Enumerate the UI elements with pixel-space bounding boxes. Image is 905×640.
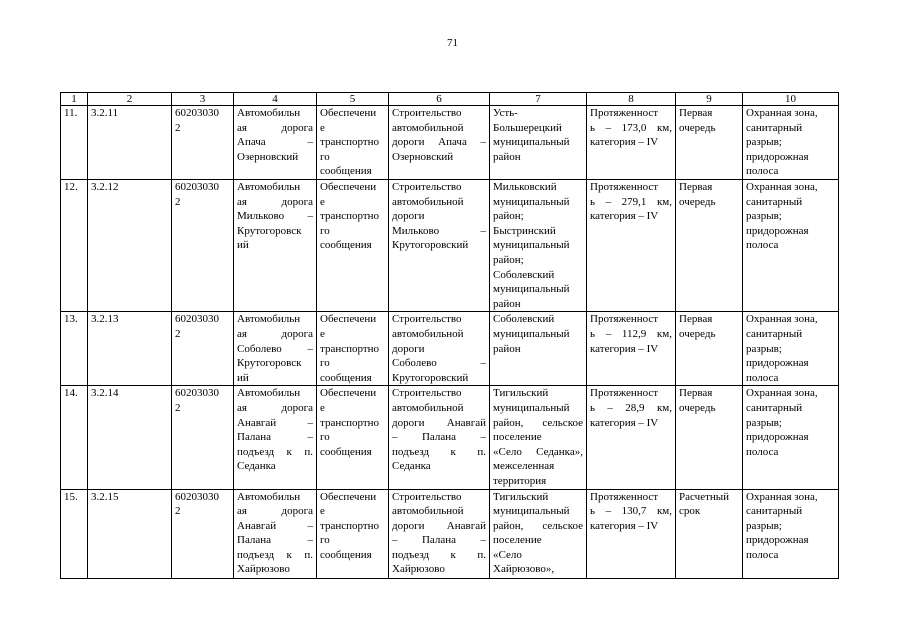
table-row [61,386,839,489]
cell-line: придорожная [746,224,809,237]
location-cell [490,312,587,386]
cell-line: Автомобильн [237,313,301,326]
characteristics-cell [587,180,676,312]
action-cell [389,106,490,180]
object-cell [234,106,317,180]
code-cell: 3.2.15 [88,489,172,578]
cell-line: ая дорога [237,327,313,340]
column-number: 2 [88,93,172,106]
cell-line: муниципальный [493,283,570,296]
cell-line: срок [679,505,701,518]
cell-line: район, сельское [493,416,583,429]
cell-line: Строительство [392,490,462,503]
cell-line: ий [237,239,249,252]
characteristics-cell [587,312,676,386]
cell-line: Обеспечени [320,490,377,503]
roads-table [60,92,839,579]
cell-line: 2 [175,327,181,340]
cell-line: транспортно [320,342,380,355]
row-number-cell: 11. [61,106,88,180]
column-number: 9 [676,93,743,106]
cell-line: Первая [679,387,713,400]
cell-line: ая дорога [237,121,313,134]
cell-line: сообщения [320,371,372,384]
column-number: 7 [490,93,587,106]
zones-cell [743,180,839,312]
cell-line: 2 [175,195,181,208]
cell-line: Большерецкий [493,121,562,134]
cell-line: Седанка [237,460,276,473]
id-cell [172,489,234,578]
cell-line: транспортно [320,519,380,532]
cell-line: муниципальный [493,239,570,252]
cell-line: категория – IV [590,210,659,223]
cell-line: – Палана – [392,534,486,547]
cell-line: го [320,357,330,370]
cell-line: Первая [679,107,713,119]
cell-line: автомобильной [392,505,464,518]
cell-line: Автомобильн [237,181,301,193]
queue-cell [676,312,743,386]
cell-line: муниципальный [493,195,570,208]
cell-line: Крутогоровский [392,239,469,252]
cell-line: транспортно [320,136,380,149]
cell-line: очередь [679,401,716,414]
cell-line: полоса [746,239,779,252]
cell-line: ь – 279,1 км, [590,195,672,208]
cell-line: Палана – [237,431,313,444]
cell-line: Первая [679,181,713,193]
cell-line: 60203030 [175,387,219,400]
cell-line: Протяженност [590,490,659,503]
code-cell: 3.2.14 [88,386,172,489]
cell-line: Анавгай – [237,519,313,532]
code-cell: 3.2.11 [88,106,172,180]
cell-line: Крутогоровск [237,224,302,237]
cell-line: ая дорога [237,505,313,518]
cell-line: разрыв; [746,519,782,532]
table-row [61,180,839,312]
cell-line: 60203030 [175,181,219,193]
cell-line: ь – 28,9 км, [590,401,672,414]
action-cell [389,386,490,489]
cell-line: Соболевский [493,268,555,281]
cell-line: 2 [175,401,181,414]
cell-line: категория – IV [590,342,659,355]
cell-line: район, сельское [493,519,583,532]
cell-line: район; [493,253,524,266]
cell-line: Обеспечени [320,107,377,119]
queue-cell [676,180,743,312]
purpose-cell [317,386,389,489]
table-row [61,106,839,180]
zones-cell [743,312,839,386]
cell-line: 2 [175,505,181,518]
code-cell: 3.2.12 [88,180,172,312]
cell-line: сообщения [320,445,372,458]
cell-line: автомобильной [392,121,464,134]
cell-line: дороги Апача – [392,136,486,149]
table-body [61,93,839,579]
cell-line: ь – 112,9 км, [590,327,672,340]
zones-cell [743,106,839,180]
cell-line: е [320,121,325,134]
cell-line: Обеспечени [320,387,377,400]
cell-line: 60203030 [175,490,219,503]
cell-line: Усть- [493,107,518,119]
cell-line: дороги Анавгай [392,416,486,429]
cell-line: район [493,297,521,310]
cell-line: подъезд к п. [237,548,313,561]
cell-line: категория – IV [590,136,659,149]
cell-line: 2 [175,121,181,134]
cell-line: категория – IV [590,416,659,429]
characteristics-cell [587,386,676,489]
cell-line: Анавгай – [237,416,313,429]
location-cell [490,489,587,578]
object-cell [234,180,317,312]
cell-line: район; [493,210,524,223]
cell-line: 60203030 [175,107,219,119]
cell-line: подъезд к п. [392,548,486,561]
cell-line: транспортно [320,210,380,223]
object-cell [234,312,317,386]
cell-line: ь – 173,0 км, [590,121,672,134]
cell-line: санитарный [746,505,803,518]
cell-line: Соболево – [237,342,313,355]
cell-line: «Село Седанка», [493,445,583,458]
id-cell [172,312,234,386]
cell-line: Охранная зона, [746,181,818,193]
cell-line: разрыв; [746,416,782,429]
cell-line: Хайрюзово [237,563,290,576]
cell-line: муниципальный [493,327,570,340]
cell-line: Мильково – [237,210,313,223]
cell-line: придорожная [746,431,809,444]
cell-line: Протяженност [590,107,659,119]
cell-line: дороги [392,342,425,355]
cell-line: сообщения [320,548,372,561]
queue-cell [676,106,743,180]
cell-line: 60203030 [175,313,219,326]
column-number: 1 [61,93,88,106]
column-number: 6 [389,93,490,106]
cell-line: муниципальный [493,401,570,414]
cell-line: Протяженност [590,313,659,326]
cell-line: Седанка [392,460,431,473]
cell-line: Строительство [392,313,462,326]
cell-line: ий [237,371,249,384]
cell-line: Автомобильн [237,107,301,119]
cell-line: го [320,224,330,237]
cell-line: полоса [746,165,779,178]
cell-line: подъезд к п. [237,445,313,458]
cell-line: территория [493,474,547,487]
cell-line: сообщения [320,239,372,252]
cell-line: автомобильной [392,401,464,414]
queue-cell [676,489,743,578]
cell-line: полоса [746,445,779,458]
cell-line: го [320,150,330,163]
cell-line: подъезд к п. [392,445,486,458]
cell-line: сообщения [320,165,372,178]
characteristics-cell [587,106,676,180]
action-cell [389,312,490,386]
cell-line: транспортно [320,416,380,429]
cell-line: поселение [493,534,542,547]
cell-line: дороги Анавгай [392,519,486,532]
table-header-row [61,93,839,106]
column-number: 4 [234,93,317,106]
cell-line: Протяженност [590,181,659,193]
cell-line: Соболево – [392,357,486,370]
cell-line: муниципальный [493,505,570,518]
purpose-cell [317,489,389,578]
cell-line: Протяженност [590,387,659,400]
cell-line: санитарный [746,195,803,208]
cell-line: разрыв; [746,210,782,223]
cell-line: «Село [493,548,522,561]
id-cell [172,106,234,180]
cell-line: Расчетный [679,490,730,503]
cell-line: санитарный [746,327,803,340]
cell-line: Быстринский [493,224,556,237]
cell-line: санитарный [746,121,803,134]
cell-line: е [320,401,325,414]
location-cell [490,386,587,489]
cell-line: го [320,431,330,444]
column-number: 3 [172,93,234,106]
purpose-cell [317,180,389,312]
row-number-cell: 14. [61,386,88,489]
cell-line: Хайрюзово [392,563,445,576]
cell-line: Тигильский [493,490,549,503]
cell-line: Автомобильн [237,490,301,503]
cell-line: Автомобильн [237,387,301,400]
characteristics-cell [587,489,676,578]
cell-line: разрыв; [746,136,782,149]
cell-line: Охранная зона, [746,490,818,503]
id-cell [172,386,234,489]
cell-line: категория – IV [590,519,659,532]
cell-line: Крутогоровск [237,357,302,370]
cell-line: Охранная зона, [746,107,818,119]
cell-line: Палана – [237,534,313,547]
row-number-cell: 12. [61,180,88,312]
cell-line: Строительство [392,107,462,119]
cell-line: автомобильной [392,327,464,340]
table-row [61,312,839,386]
purpose-cell [317,312,389,386]
location-cell [490,106,587,180]
cell-line: придорожная [746,357,809,370]
cell-line: поселение [493,431,542,444]
cell-line: автомобильной [392,195,464,208]
cell-line: Строительство [392,387,462,400]
zones-cell [743,386,839,489]
cell-line: Строительство [392,181,462,193]
column-number: 5 [317,93,389,106]
cell-line: е [320,195,325,208]
cell-line: ь – 130,7 км, [590,505,672,518]
cell-line: Мильковский [493,181,557,193]
cell-line: придорожная [746,534,809,547]
zones-cell [743,489,839,578]
object-cell [234,489,317,578]
code-cell: 3.2.13 [88,312,172,386]
action-cell [389,180,490,312]
cell-line: полоса [746,371,779,384]
cell-line: ая дорога [237,195,313,208]
row-number-cell: 13. [61,312,88,386]
cell-line: Хайрюзово», [493,563,555,576]
cell-line: Тигильский [493,387,549,400]
cell-line: межселенная [493,460,555,473]
cell-line: очередь [679,327,716,340]
queue-cell [676,386,743,489]
cell-line: Апача – [237,136,313,149]
object-cell [234,386,317,489]
column-number: 10 [743,93,839,106]
column-number: 8 [587,93,676,106]
cell-line: – Палана – [392,431,486,444]
cell-line: разрыв; [746,342,782,355]
cell-line: очередь [679,195,716,208]
id-cell [172,180,234,312]
cell-line: Озерновский [392,150,454,163]
cell-line: е [320,505,325,518]
cell-line: го [320,534,330,547]
cell-line: муниципальный [493,136,570,149]
row-number-cell: 15. [61,489,88,578]
cell-line: Обеспечени [320,313,377,326]
cell-line: придорожная [746,150,809,163]
cell-line: е [320,327,325,340]
page-number: 71 [447,37,458,49]
cell-line: дороги [392,210,425,223]
cell-line: Мильково – [392,224,486,237]
cell-line: Первая [679,313,713,326]
cell-line: Соболевский [493,313,555,326]
purpose-cell [317,106,389,180]
cell-line: Охранная зона, [746,313,818,326]
cell-line: ая дорога [237,401,313,414]
cell-line: Озерновский [237,150,299,163]
cell-line: район [493,342,521,355]
cell-line: санитарный [746,401,803,414]
cell-line: полоса [746,548,779,561]
cell-line: очередь [679,121,716,134]
action-cell [389,489,490,578]
cell-line: Охранная зона, [746,387,818,400]
cell-line: район [493,150,521,163]
cell-line: Обеспечени [320,181,377,193]
cell-line: Крутогоровский [392,371,469,384]
table-row [61,489,839,578]
location-cell [490,180,587,312]
